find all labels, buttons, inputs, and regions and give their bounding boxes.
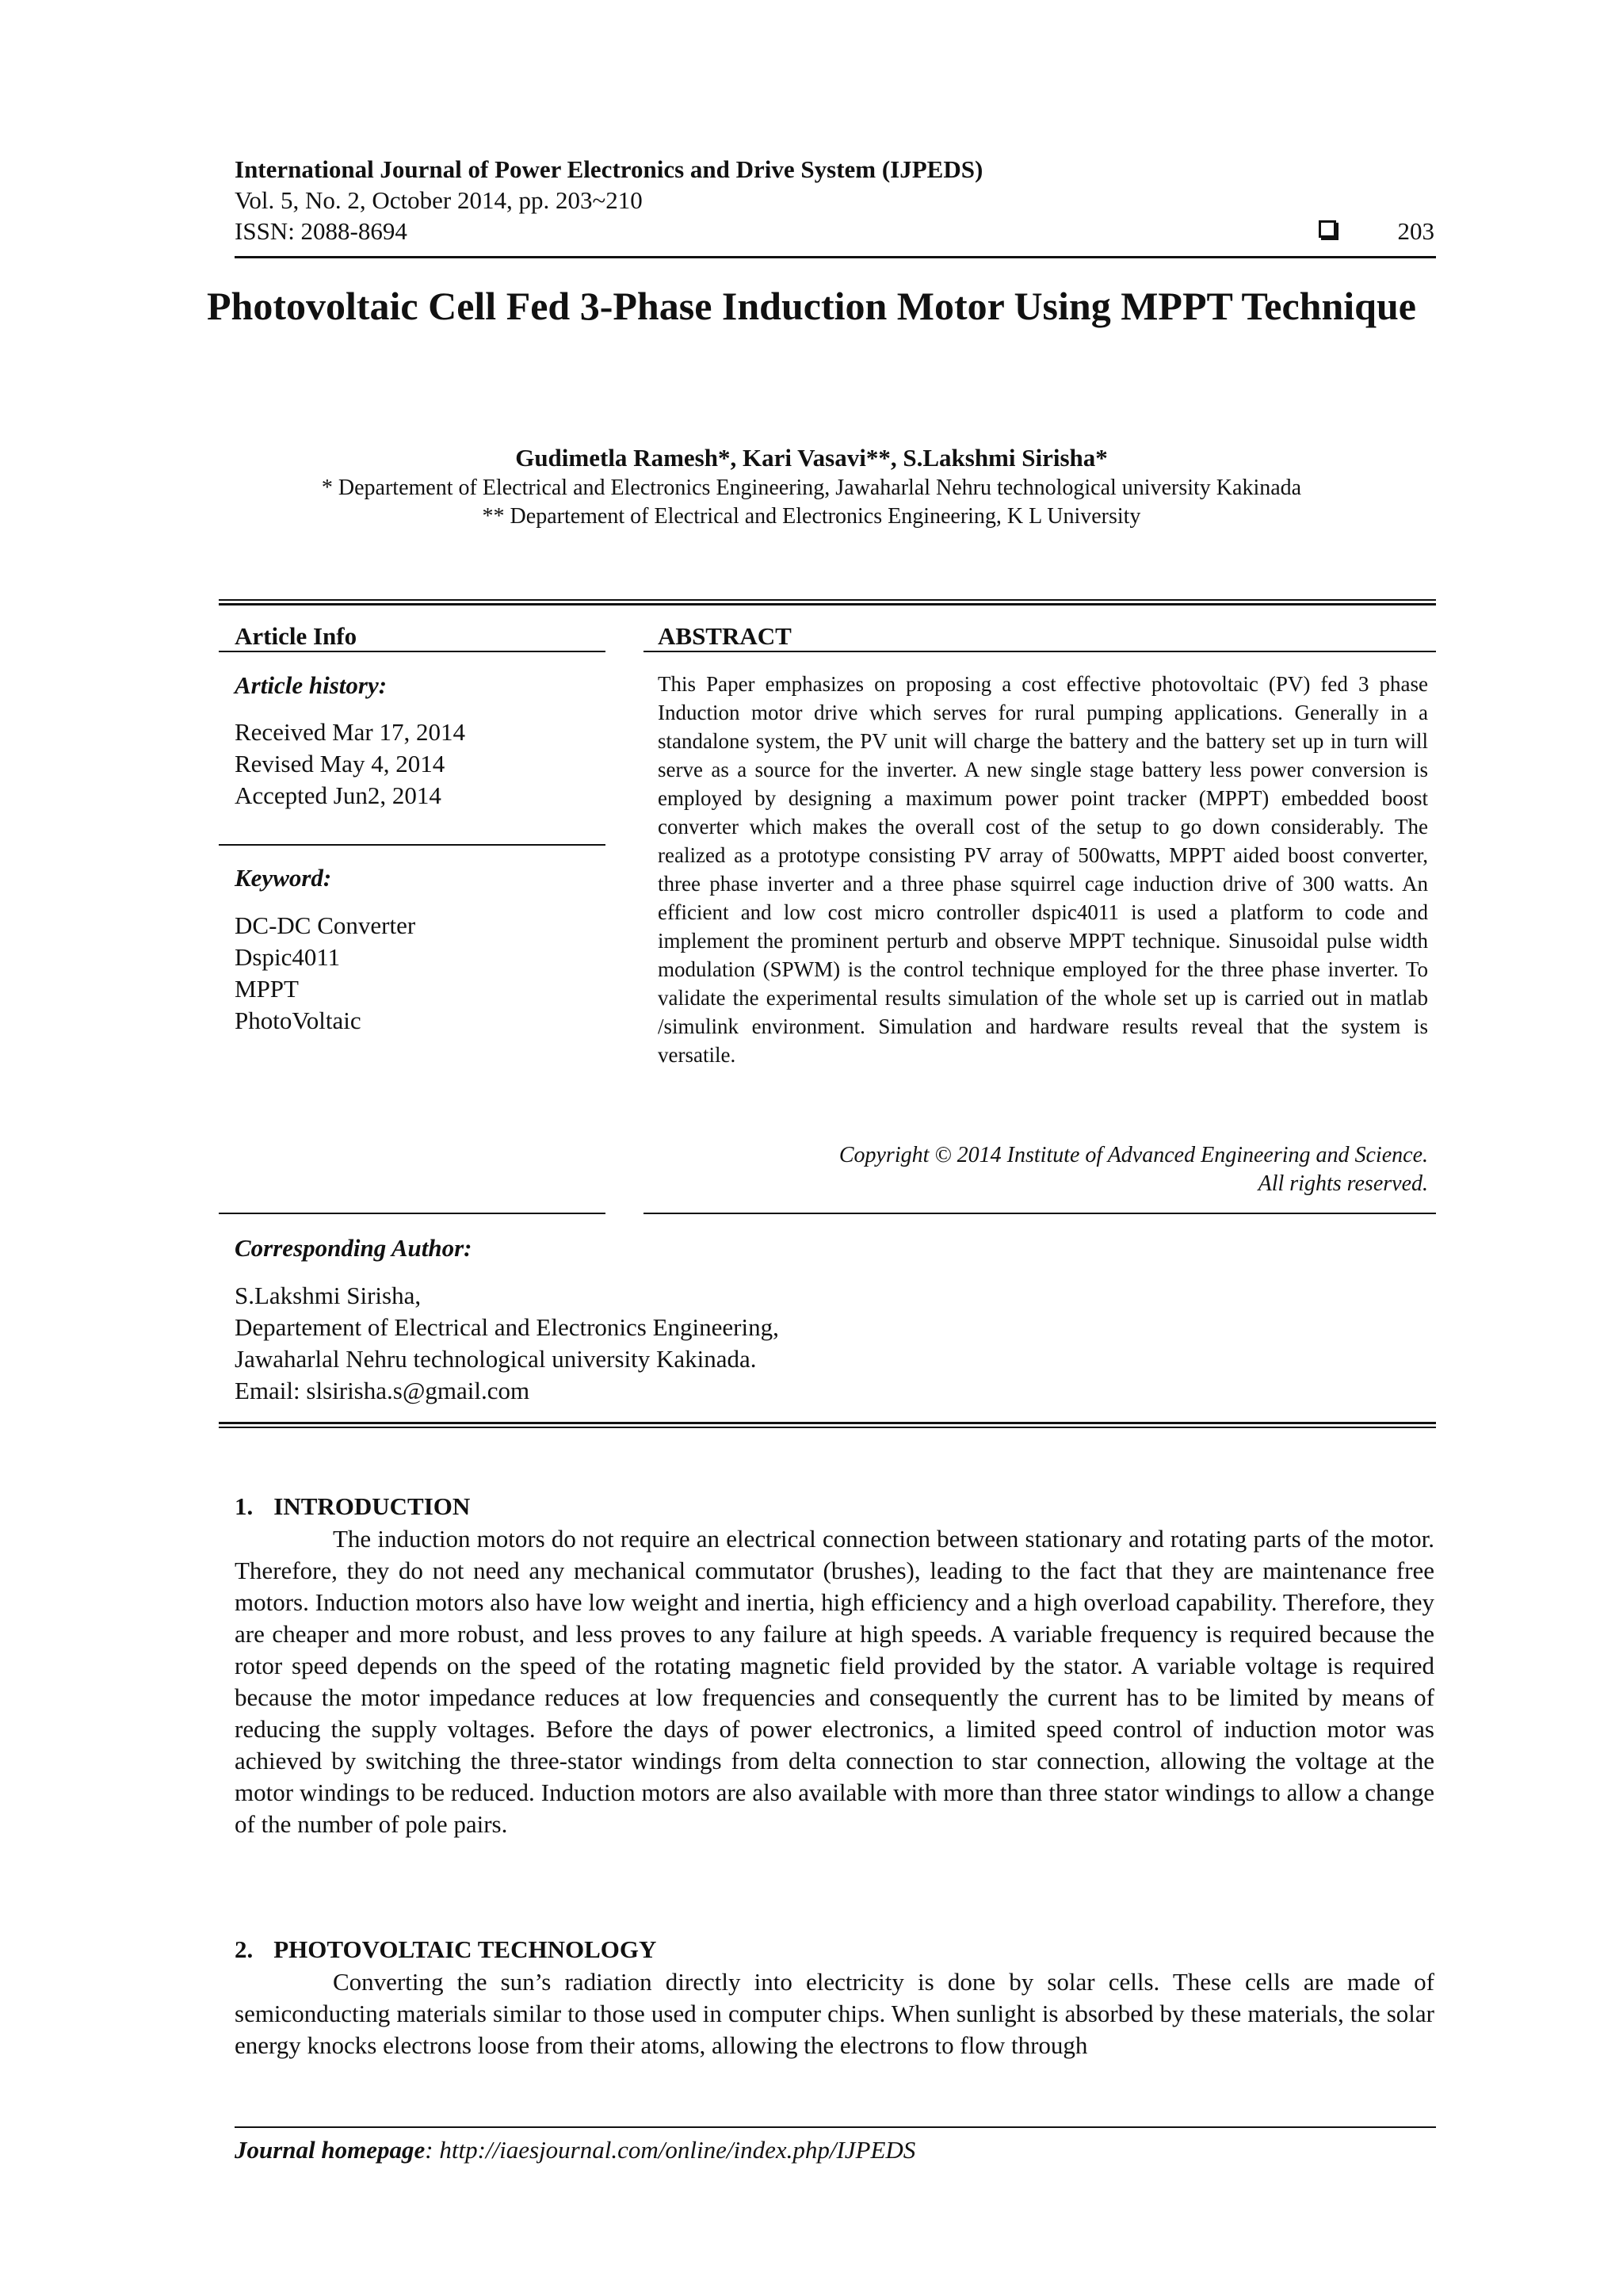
page-number: 203 xyxy=(1397,217,1434,245)
article-history-label: Article history: xyxy=(235,671,388,699)
section-title: INTRODUCTION xyxy=(273,1492,471,1520)
introduction-paragraph: The induction motors do not require an electrical connection between stationary and rotating parts of the motor. Therefore, they do not need any mechanical commutator (brushes), leading to the fact that they are maintenance free motors. Induction motors also have low weight and inertia, high efficiency and a high overload capability. Therefore, they are cheaper and more robust, and less proves to any failure at high speeds. A variable frequency is required because the rotor speed depends on the speed of the rotating magnetic field provided by the stator. A variable voltage is required because the motor impedance reduces at low frequencies and consequently the current has to be limited by means of reducing the supply voltages. Before the days of power electronics, a limited speed control of induction motor was achieved by switching the three-stator windings from delta connection to star connection, allowing the voltage at the motor windings to be reduced. Induction motors are also available with more than three stator windings to allow a change of the number of pole pairs. xyxy=(235,1525,1434,1838)
author-list: Gudimetla Ramesh*, Kari Vasavi**, S.Lakshmi Sirisha* xyxy=(515,444,1108,472)
abstract-heading: ABSTRACT xyxy=(658,622,792,650)
journal-homepage xyxy=(235,2136,915,2164)
rights-line: All rights reserved. xyxy=(1258,1171,1428,1196)
history-rule xyxy=(219,844,605,846)
header-rule xyxy=(235,256,1436,258)
section-heading-introduction xyxy=(235,1492,470,1521)
section-number: 2. xyxy=(235,1935,254,1963)
section-number: 1. xyxy=(235,1492,254,1520)
footer-rule xyxy=(235,2126,1436,2128)
article-info-rule xyxy=(219,651,605,652)
corresponding-author-email: Email: slsirisha.s@gmail.com xyxy=(235,1377,530,1404)
info-bottom-rule xyxy=(219,1427,1436,1428)
photovoltaic-paragraph: Converting the sun’s radiation directly into electricity is done by solar cells. These cells are made of semiconducting materials similar to those used in computer chips. When sunlight is absorbed by these materials, the solar energy knocks electrons loose from their atoms, allowing the electrons to flow through xyxy=(235,1968,1434,2059)
copyright-line: Copyright © 2014 Institute of Advanced Engineering and Science. xyxy=(838,1143,1428,1167)
homepage-label: Journal homepage xyxy=(235,2136,426,2164)
abstract-bottom-rule xyxy=(643,1213,1436,1214)
keyword-rule xyxy=(219,1213,605,1214)
abstract-text: This Paper emphasizes on proposing a cost effective photovoltaic (PV) fed 3 phase Induction motor drive which serves for rural pumping applications. Generally in a standalone system, the PV unit will charge the battery and the battery set up in turn will serve as a source for the inverter. A new single stage battery less power conversion is employed by designing a maximum power point tracker (MPPT) embedded boost converter which makes the overall cost of the setup to go down considerably. The realized as a prototype consisting PV array of 500watts, MPPT aided boost converter, three phase inverter and a three phase squirrel cage induction drive of 300 watts. An efficient and low cost micro controller dspic4011 is used a platform to code and implement the prominent perturb and observe MPPT technique. Sinusoidal pulse width modulation (SPWM) is the control technique employed for the three phase inverter. To validate the experimental results simulation of the whole set up is carried out in matlab /simulink environment. Simulation and hardware results reveal that the system is versatile. xyxy=(658,672,1428,1067)
keyword-item: MPPT xyxy=(235,975,299,1003)
journal-issn: ISSN: 2088-8694 xyxy=(235,217,407,245)
corresponding-author-label: Corresponding Author: xyxy=(235,1234,472,1262)
square-bullet-icon xyxy=(1319,220,1336,238)
affiliation: * Departement of Electrical and Electronics Engineering, Jawaharlal Nehru technological university Kakinada xyxy=(321,476,1302,500)
revised-date: Revised May 4, 2014 xyxy=(235,750,445,777)
keyword-item: DC-DC Converter xyxy=(235,911,416,939)
journal-volume: Vol. 5, No. 2, October 2014, pp. 203~210 xyxy=(235,186,643,214)
article-info-heading: Article Info xyxy=(235,622,357,650)
section-heading-photovoltaic xyxy=(235,1935,656,1964)
info-top-rule xyxy=(219,599,1436,601)
homepage-url[interactable]: : http://iaesjournal.com/online/index.php/IJPEDS xyxy=(425,2136,916,2164)
keyword-item: Dspic4011 xyxy=(235,943,341,971)
corresponding-author-univ: Jawaharlal Nehru technological university Kakinada. xyxy=(235,1345,757,1373)
affiliation: ** Departement of Electrical and Electronics Engineering, K L University xyxy=(482,504,1141,529)
paper-title: Photovoltaic Cell Fed 3-Phase Induction Motor Using MPPT Technique xyxy=(206,284,1416,328)
corresponding-author-dept: Departement of Electrical and Electronics Engineering, xyxy=(235,1313,779,1341)
corresponding-author-name: S.Lakshmi Sirisha, xyxy=(235,1282,422,1309)
journal-name: International Journal of Power Electronics and Drive System (IJPEDS) xyxy=(235,155,983,183)
info-top-rule xyxy=(219,603,1436,606)
abstract-rule xyxy=(643,651,1436,652)
section-title: PHOTOVOLTAIC TECHNOLOGY xyxy=(273,1935,657,1963)
keyword-item: PhotoVoltaic xyxy=(235,1007,361,1034)
received-date: Received Mar 17, 2014 xyxy=(235,718,465,746)
keyword-label: Keyword: xyxy=(235,864,332,892)
accepted-date: Accepted Jun2, 2014 xyxy=(235,781,441,809)
info-bottom-rule xyxy=(219,1422,1436,1424)
